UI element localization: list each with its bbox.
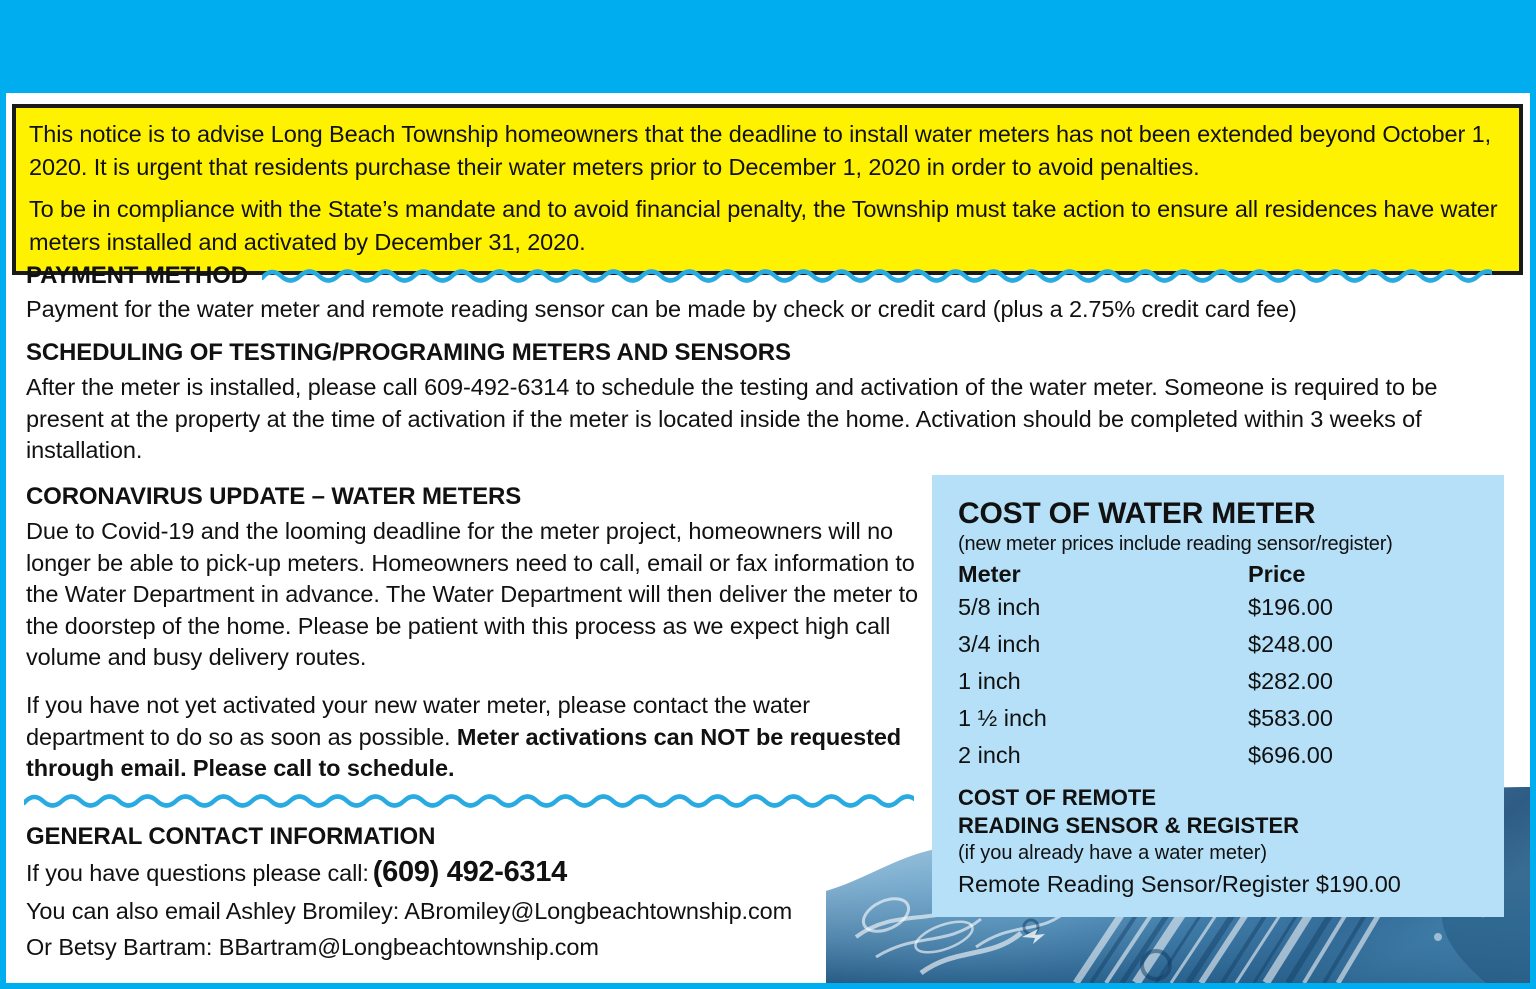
- table-row: [958, 663, 1333, 700]
- coronavirus-body: [26, 516, 918, 674]
- cost-panel-title: COST OF WATER METER: [958, 497, 1316, 530]
- price-row-meter: 5/8 inch: [958, 594, 1041, 620]
- cost-panel-subtitle: (new meter prices include reading sensor/register): [958, 533, 1393, 555]
- price-row-price: $583.00: [1248, 705, 1333, 731]
- notice-paragraph-2: To be in compliance with the State’s mandate and to avoid financial penalty, the Township must take action to ensure all residences have water meters installed and activated by December 31, 2020.: [29, 196, 1498, 255]
- coronavirus-heading: CORONAVIRUS UPDATE – WATER METERS: [26, 483, 522, 510]
- price-row-meter: 1 ½ inch: [958, 705, 1047, 731]
- price-table: [958, 560, 1333, 774]
- table-row: [958, 737, 1333, 774]
- payment-method-heading-row: [26, 261, 1516, 291]
- contact-heading: GENERAL CONTACT INFORMATION: [26, 823, 436, 850]
- payment-method-body: [26, 294, 1506, 326]
- remote-cost-heading-line-2: READING SENSOR & REGISTER: [958, 813, 1300, 838]
- wavy-divider-icon: [262, 265, 1516, 287]
- price-table-header-meter: Meter: [958, 561, 1021, 587]
- cost-of-water-meter-panel: [932, 475, 1504, 917]
- activation-text: [26, 690, 918, 785]
- scheduling-body: [26, 372, 1488, 467]
- contact-email-line-1[interactable]: You can also email Ashley Bromiley: ABromiley@Longbeachtownship.com: [26, 898, 793, 924]
- contact-call-label: If you have questions please call:: [26, 860, 369, 886]
- price-row-meter: 2 inch: [958, 742, 1021, 768]
- contact-call-line: [26, 856, 567, 889]
- remote-cost-note: (if you already have a water meter): [958, 842, 1268, 864]
- payment-method-heading: PAYMENT METHOD: [26, 262, 248, 289]
- scheduling-heading: SCHEDULING OF TESTING/PROGRAMING METERS AND SENSORS: [26, 339, 791, 366]
- price-table-header-price: Price: [1248, 561, 1306, 587]
- activation-body: [26, 690, 918, 785]
- price-row-price: $248.00: [1248, 631, 1333, 657]
- price-row-price: $196.00: [1248, 594, 1333, 620]
- wavy-divider-lower-icon: [24, 790, 914, 812]
- price-table-header-row: [958, 560, 1333, 589]
- notice-paragraph-1: This notice is to advise Long Beach Township homeowners that the deadline to install water meters has not been extended beyond October 1, 2020. It is urgent that residents purchase their water meters prior to December 1, 2020 in order to avoid penalties.: [29, 121, 1492, 180]
- header-band: [0, 0, 1536, 93]
- activation-text-regular: If you have not yet activated your new water meter, please contact the water department to do so as soon as possible.: [26, 692, 810, 750]
- price-row-price: $696.00: [1248, 742, 1333, 768]
- remote-cost-price-line: Remote Reading Sensor/Register $190.00: [958, 871, 1401, 897]
- payment-method-text: Payment for the water meter and remote reading sensor can be made by check or credit card (plus a 2.75% credit card fee): [26, 296, 1297, 322]
- price-row-price: $282.00: [1248, 668, 1333, 694]
- contact-phone-number[interactable]: (609) 492-6314: [372, 856, 567, 888]
- notice-box: [12, 104, 1523, 275]
- table-row: [958, 700, 1333, 737]
- remote-cost-heading-line-1: COST OF REMOTE: [958, 785, 1156, 810]
- contact-email-line-2[interactable]: Or Betsy Bartram: BBartram@Longbeachtownship.com: [26, 934, 599, 960]
- table-row: [958, 626, 1333, 663]
- activation-text-bold: Meter activations can NOT be requested through email. Please call to schedule.: [26, 723, 902, 781]
- price-row-meter: 3/4 inch: [958, 631, 1041, 657]
- price-row-meter: 1 inch: [958, 668, 1021, 694]
- table-row: [958, 589, 1333, 626]
- coronavirus-text: Due to Covid-19 and the looming deadline for the meter project, homeowners will no longer be able to pick-up meters. Homeowners need to call, email or fax information to the Water Department in advance. The Water Department will then deliver the meter to the doorstep of the home. Please be patient with this process as we expect high call volume and busy delivery routes.: [26, 518, 918, 670]
- scheduling-text: After the meter is installed, please call 609-492-6314 to schedule the testing and activation of the water meter. Someone is required to be present at the property at the time of activation if the meter is located inside the home. Activation should be completed within 3 weeks of installation.: [26, 374, 1438, 463]
